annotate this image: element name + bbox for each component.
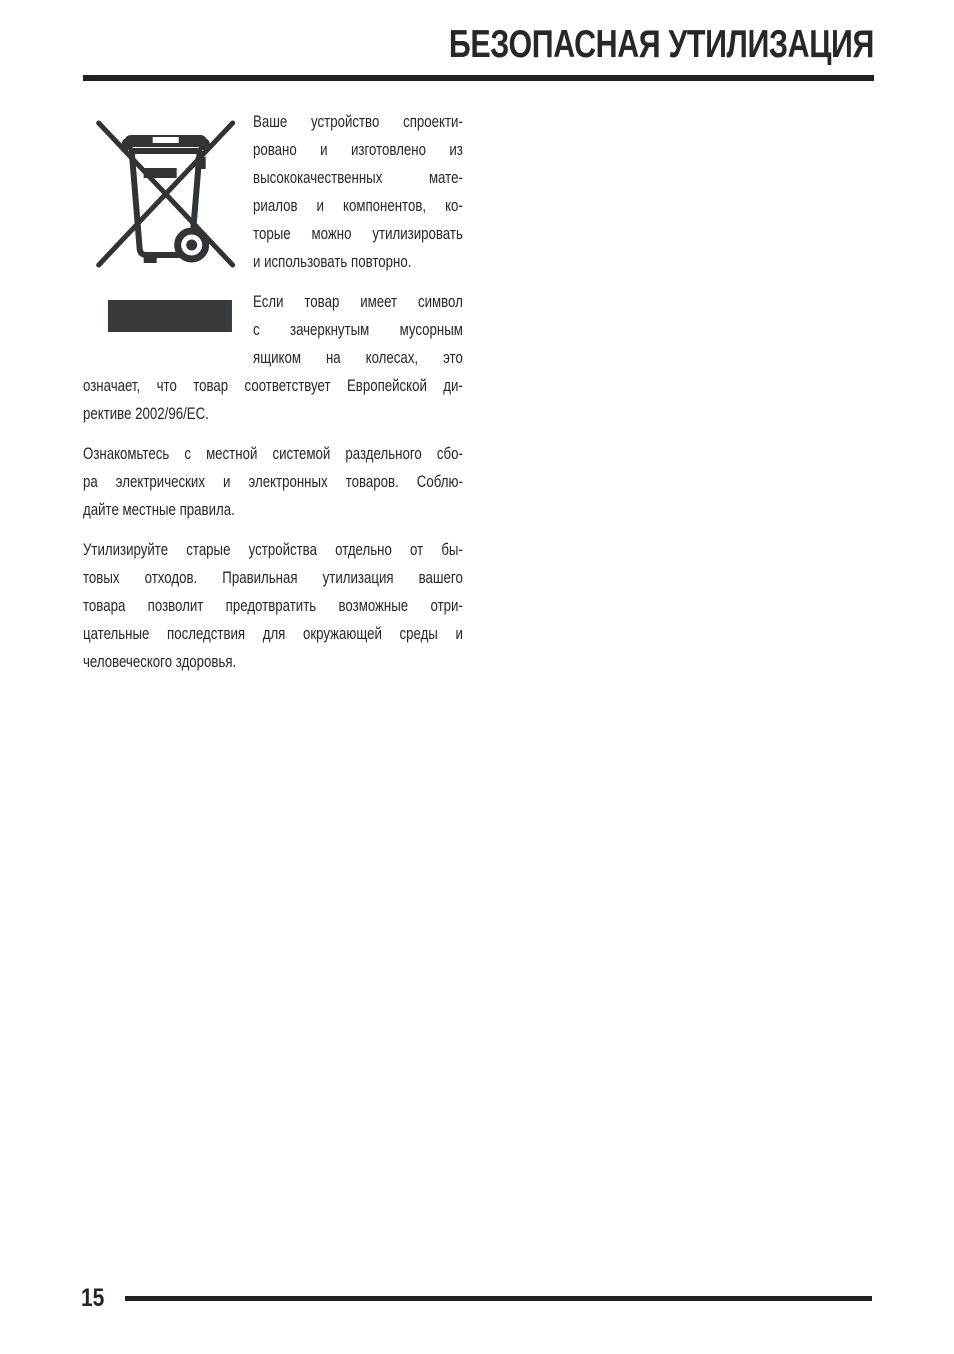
text-line: дайте местные правила. <box>83 500 235 519</box>
text-line: Утилизируйте старые устройства отдельно от бы- <box>83 540 463 559</box>
text-line: человеческого здоровья. <box>83 652 237 671</box>
paragraph-separate-disposal <box>83 536 463 676</box>
text-line: ра электрических и электронных товаров. Соблю- <box>83 472 463 491</box>
text-line: товых отходов. Правильная утилизация вашего <box>83 568 463 587</box>
paragraph-local-rules <box>83 440 463 524</box>
logo-bar <box>108 300 232 332</box>
text-line: рективе 2002/96/ЕС. <box>83 404 209 423</box>
text-line: торые можно утилизировать <box>253 224 463 243</box>
text-line: означает, что товар соответствует Европейской ди- <box>83 376 463 395</box>
text-line: с зачеркнутым мусорным <box>253 320 463 339</box>
text-line: Ознакомьтесь с местной системой раздельного сбо- <box>83 444 463 463</box>
weee-figure <box>83 115 253 332</box>
page-number: 15 <box>81 1284 105 1312</box>
footer-rule <box>125 1296 872 1301</box>
content-column <box>83 108 463 676</box>
text-line: риалов и компонентов, ко- <box>253 196 463 215</box>
crossed-out-wheeled-bin-icon <box>95 115 237 273</box>
text-line: Ваше устройство спроекти- <box>253 112 463 131</box>
text-line: высококачественных мате- <box>253 168 463 187</box>
text-line: и использовать повторно. <box>253 252 412 271</box>
text-line: Если товар имеет символ <box>253 292 463 311</box>
text-line: ровано и изготовлено из <box>253 140 463 159</box>
text-line: цательные последствия для окружающей среды и <box>83 624 463 643</box>
text-block <box>83 108 463 676</box>
text-line: товара позволит предотвратить возможные отри- <box>83 596 463 615</box>
text-line: ящиком на колесах, это <box>253 348 463 367</box>
header-rule <box>83 75 874 81</box>
page-title: БЕЗОПАСНАЯ УТИЛИЗАЦИЯ <box>448 23 874 66</box>
